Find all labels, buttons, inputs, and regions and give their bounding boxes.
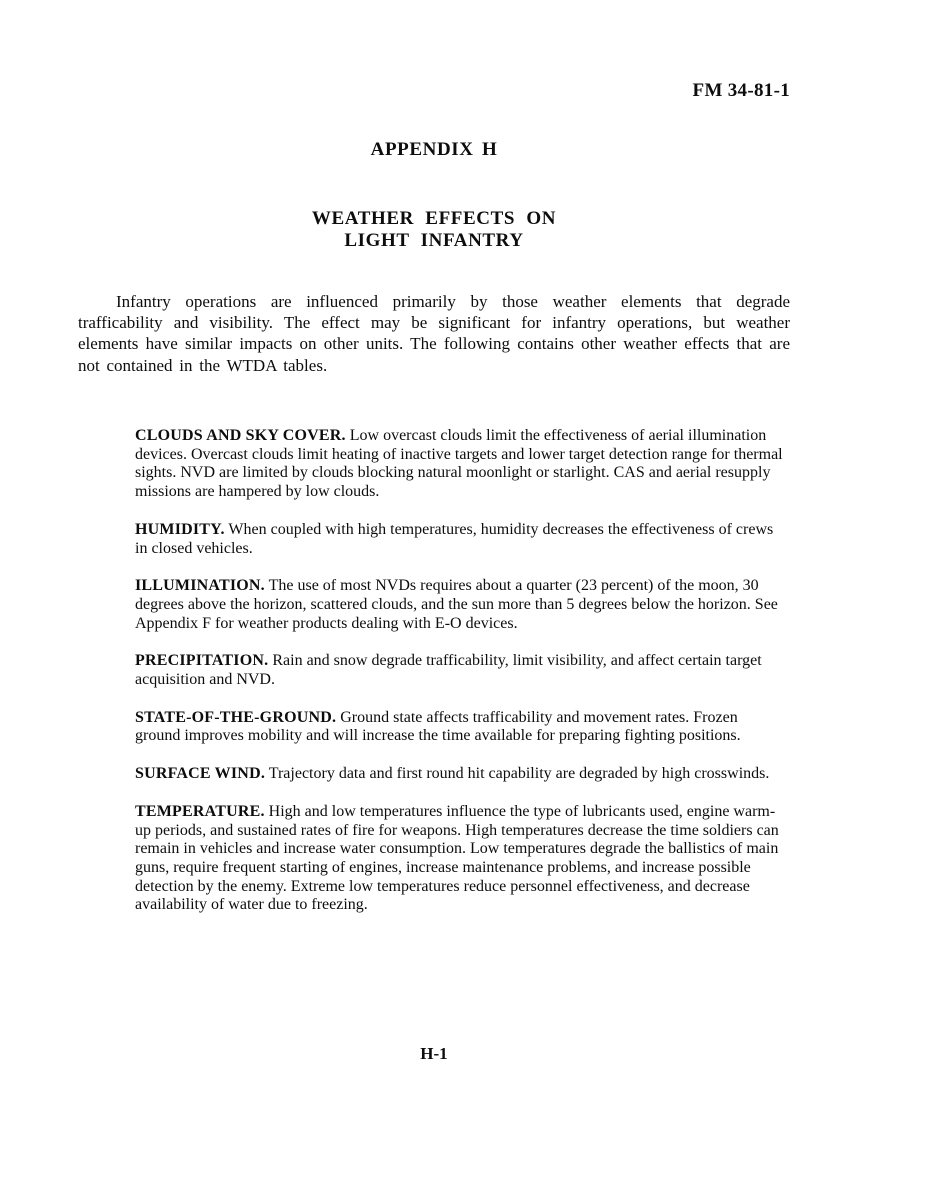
section-label: ILLUMINATION. bbox=[135, 577, 265, 595]
page-number: H-1 bbox=[420, 1044, 448, 1063]
intro-paragraph: Infantry operations are influenced primarily by those weather elements that degrade trafficability and visibility. The effect may be significant for infantry operations, but weather elements have similar impacts on other units. The following contains other weather effects that are not contained in the WTDA tables. bbox=[78, 292, 790, 375]
section-illumination bbox=[135, 577, 785, 633]
weather-sections bbox=[135, 427, 785, 934]
section-text: High and low temperatures influence the type of lubricants used, engine warm-up periods, and sustained rates of fire for weapons. High temperatures decrease the time soldiers can remain in vehicles and increase water consumption. Low temperatures degrade the ballistics of main guns, require frequent starting of engines, increase maintenance problems, and increase possible detection by the enemy. Extreme low temperatures reduce personnel effectiveness, and decrease availability of water due to freezing. bbox=[135, 802, 779, 914]
doc-reference: FM 34-81-1 bbox=[692, 80, 790, 101]
section-clouds-and-sky-cover bbox=[135, 427, 785, 502]
section-label: STATE-OF-THE-GROUND. bbox=[135, 708, 337, 726]
section-text: Low overcast clouds limit the effectiveness of aerial illumination devices. Overcast clouds limit heating of inactive targets and lower target detection range for thermal sights. NVD are limited by clouds blocking natural moonlight or starlight. CAS and aerial resupply missions are hampered by low clouds. bbox=[135, 427, 783, 501]
title-line-1: WEATHER EFFECTS ON bbox=[311, 208, 557, 229]
section-surface-wind bbox=[135, 765, 785, 784]
section-text: Ground state affects trafficability and movement rates. Frozen ground improves mobility and will increase the time available for preparing fighting positions. bbox=[135, 708, 741, 745]
page-title bbox=[78, 208, 790, 251]
section-label: CLOUDS AND SKY COVER. bbox=[135, 427, 346, 444]
section-text: Trajectory data and first round hit capability are degraded by high crosswinds. bbox=[268, 765, 770, 783]
section-text: When coupled with high temperatures, humidity decreases the effectiveness of crews in closed vehicles. bbox=[135, 520, 774, 557]
section-label: SURFACE WIND. bbox=[135, 765, 266, 783]
title-line-2: LIGHT INFANTRY bbox=[344, 229, 524, 251]
appendix-heading: APPENDIX H bbox=[370, 139, 498, 160]
section-label: PRECIPITATION. bbox=[135, 652, 269, 670]
section-label: HUMIDITY. bbox=[135, 520, 225, 538]
section-text: The use of most NVDs requires about a quarter (23 percent) of the moon, 30 degrees above the horizon, scattered clouds, and the sun more than 5 degrees below the horizon. See Appendix F for weather products dealing with E-O devices. bbox=[135, 577, 778, 632]
section-text: Rain and snow degrade trafficability, limit visibility, and affect certain target acquisition and NVD. bbox=[135, 652, 762, 689]
section-temperature bbox=[135, 803, 785, 915]
section-precipitation bbox=[135, 652, 785, 689]
section-label: TEMPERATURE. bbox=[135, 802, 265, 820]
section-state-of-the-ground bbox=[135, 709, 785, 746]
section-humidity bbox=[135, 521, 785, 558]
